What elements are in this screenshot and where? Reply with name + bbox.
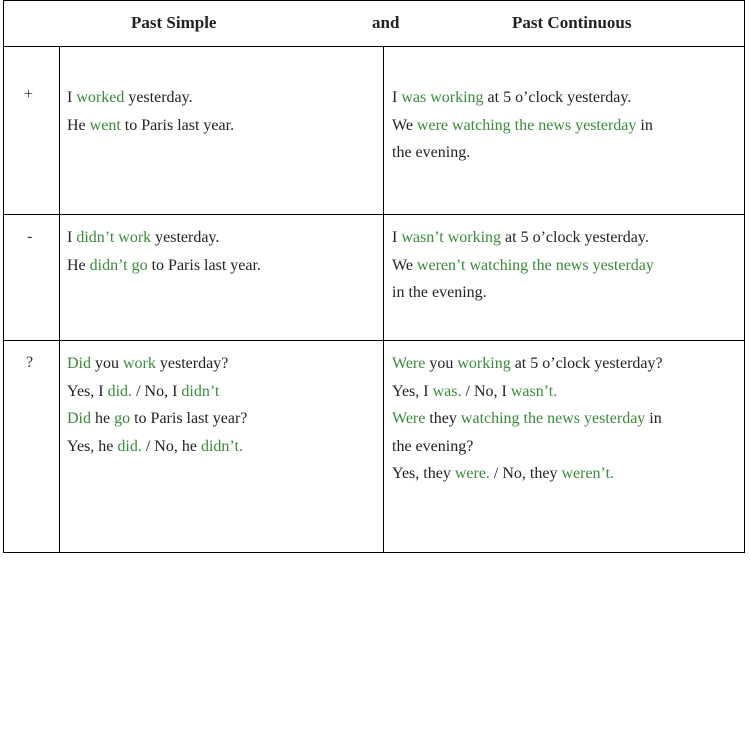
cell-line xyxy=(67,252,261,280)
highlighted-verb: wasn’t. xyxy=(510,382,558,400)
cell-line xyxy=(392,433,663,461)
highlighted-verb: Did xyxy=(67,410,91,427)
highlighted-verb: were watching the news yesterday xyxy=(416,116,637,134)
header-and: and xyxy=(372,13,400,32)
border-bottom xyxy=(3,552,745,553)
cell-line xyxy=(67,84,234,112)
plain-text: at 5 o’clock yesterday. xyxy=(483,89,632,106)
highlighted-verb: go xyxy=(114,410,131,427)
cell-line xyxy=(67,350,247,378)
cell-line xyxy=(67,112,234,140)
highlighted-verb: worked xyxy=(76,89,125,106)
highlighted-verb: did. xyxy=(117,437,142,455)
highlighted-verb: Were xyxy=(392,410,426,427)
plain-text: yesterday. xyxy=(151,229,220,246)
cell-line xyxy=(67,433,247,461)
plain-text: yesterday. xyxy=(124,89,193,106)
plain-text: We xyxy=(392,256,417,274)
highlighted-verb: watching the news yesterday xyxy=(460,410,646,427)
plain-text: / No, I xyxy=(461,382,511,400)
plain-text: he xyxy=(91,410,115,427)
cell-line xyxy=(67,405,247,433)
plain-text: in the evening. xyxy=(392,284,487,301)
plain-text: He xyxy=(67,116,90,134)
plain-text: the evening. xyxy=(392,144,471,161)
plain-text: Yes, he xyxy=(67,437,118,455)
plain-text: / No, they xyxy=(489,465,562,482)
cell-line xyxy=(392,279,654,307)
header-past-continuous: Past Continuous xyxy=(512,13,632,32)
plain-text: in xyxy=(636,116,653,134)
sign-negative: - xyxy=(27,228,33,245)
plain-text: in xyxy=(645,410,662,427)
plain-text: you xyxy=(91,355,123,372)
highlighted-verb: was working xyxy=(401,89,484,106)
cell-line xyxy=(392,405,663,433)
plain-text: you xyxy=(425,355,458,372)
cell-line xyxy=(392,112,653,140)
plain-text: We xyxy=(392,116,417,134)
highlighted-verb: work xyxy=(123,355,156,372)
plain-text: at 5 o’clock yesterday? xyxy=(510,355,663,372)
plain-text: I xyxy=(392,89,402,106)
question-past-simple xyxy=(67,350,247,460)
cell-line xyxy=(392,224,654,252)
row-divider-2 xyxy=(3,340,745,341)
highlighted-verb: Did xyxy=(67,355,91,372)
plain-text: He xyxy=(67,256,90,274)
sign-question: ? xyxy=(26,354,34,371)
highlighted-verb: went xyxy=(89,116,121,134)
row-divider-1 xyxy=(3,214,745,215)
header-divider xyxy=(3,46,745,47)
plain-text: Yes, I xyxy=(392,382,433,400)
sign-affirmative: + xyxy=(24,86,34,103)
border-right xyxy=(744,0,745,553)
highlighted-verb: didn’t work xyxy=(76,229,152,246)
sign-column-divider xyxy=(59,46,60,553)
plain-text: I xyxy=(67,229,77,246)
negative-past-continuous xyxy=(392,224,654,307)
highlighted-verb: didn’t go xyxy=(89,256,148,274)
plain-text: to Paris last year. xyxy=(120,116,235,134)
plain-text: I xyxy=(392,229,402,246)
plain-text: Yes, I xyxy=(67,382,108,400)
cell-line xyxy=(392,350,663,378)
plain-text: they xyxy=(425,410,461,427)
highlighted-verb: were. xyxy=(454,465,490,482)
highlighted-verb: weren’t. xyxy=(561,465,615,482)
plain-text: to Paris last year. xyxy=(147,256,261,274)
cell-line xyxy=(392,378,663,406)
plain-text: / No, I xyxy=(132,382,182,400)
plain-text: to Paris last year? xyxy=(130,410,248,427)
border-left xyxy=(3,0,4,553)
highlighted-verb: Were xyxy=(392,355,426,372)
border-top xyxy=(3,0,745,1)
highlighted-verb: didn’t. xyxy=(200,437,243,455)
plain-text: Yes, they xyxy=(392,465,455,482)
cell-line xyxy=(392,84,653,112)
highlighted-verb: did. xyxy=(107,382,133,400)
question-past-continuous xyxy=(392,350,663,488)
highlighted-verb: wasn’t working xyxy=(401,229,502,246)
plain-text: / No, he xyxy=(141,437,201,455)
plain-text: I xyxy=(67,89,77,106)
highlighted-verb: working xyxy=(457,355,511,372)
header-past-simple: Past Simple xyxy=(131,13,217,32)
cell-line xyxy=(392,460,663,488)
highlighted-verb: was. xyxy=(432,382,462,400)
affirmative-past-continuous xyxy=(392,84,653,167)
affirmative-past-simple xyxy=(67,84,234,139)
middle-column-divider xyxy=(383,46,384,553)
highlighted-verb: weren’t watching the news yesterday xyxy=(416,256,654,274)
cell-line xyxy=(67,378,247,406)
plain-text: yesterday? xyxy=(155,355,229,372)
negative-past-simple xyxy=(67,224,261,279)
cell-line xyxy=(392,252,654,280)
cell-line xyxy=(67,224,261,252)
plain-text: at 5 o’clock yesterday. xyxy=(501,229,649,246)
highlighted-verb: didn’t xyxy=(181,382,220,400)
plain-text: the evening? xyxy=(392,437,474,455)
cell-line xyxy=(392,139,653,167)
